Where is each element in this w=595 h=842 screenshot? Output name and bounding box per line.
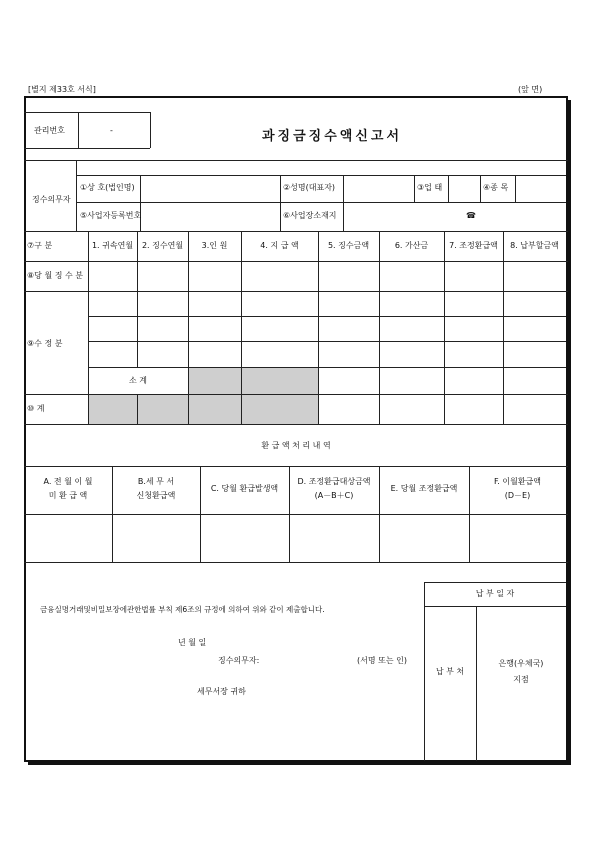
business-address-label: ⑥사업장소재지 (283, 211, 337, 220)
refund-b-line1: B.세 무 서 (137, 477, 175, 486)
trade-name-label: ①상 호(법인명) (80, 183, 135, 192)
row-subtotal: 소 계 (129, 376, 147, 385)
header-attribution-month: 1. 귀속연월 (91, 241, 134, 250)
refund-d-line1: D. 조정환급대상금액 (297, 477, 371, 486)
business-reg-no-label: ⑤사업자등록번호 (80, 211, 142, 220)
obligor-label: 징수의무자 (32, 195, 71, 204)
business-item-label: ④종 목 (483, 183, 509, 192)
row-current-month: ⑧당 월 징 수 분 (27, 271, 83, 280)
management-number-label: 관리번호 (34, 126, 65, 135)
header-payable: 8. 납부할금액 (510, 241, 559, 250)
header-category: ⑦구 분 (27, 241, 53, 250)
header-adjusted-refund: 7. 조정환급액 (449, 241, 498, 250)
refund-f-line2: (D－E) (504, 491, 531, 500)
refund-e: E. 당월 조정환급액 (390, 484, 458, 493)
refund-d-line2: (A－B＋C) (314, 491, 354, 500)
business-type-label: ③업 태 (417, 183, 443, 192)
addressee: 세무서장 귀하 (197, 687, 246, 696)
refund-b-line2: 신청환급액 (136, 491, 176, 500)
payment-date-label: 납 부 일 자 (475, 589, 515, 598)
header-surcharge: 6. 가산금 (394, 241, 429, 250)
header-collection-month: 2. 징수연월 (141, 241, 184, 250)
sign-or-seal[interactable]: (서명 또는 인) (357, 656, 407, 665)
obligor-signature-label: 징수의무자: (218, 656, 260, 665)
phone-icon: ☎ (466, 211, 476, 220)
form-number: [별지 제33호 서식] (28, 85, 96, 94)
management-number-value[interactable]: - (110, 126, 113, 135)
header-collected-amount: 5. 징수금액 (327, 241, 370, 250)
header-payment: 4. 지 급 액 (260, 241, 299, 250)
bank-label: 은행(우체국) (498, 659, 544, 668)
row-total: ⑩ 계 (27, 404, 45, 413)
payment-place-label: 납 부 처 (435, 667, 465, 676)
declaration-statement: 금융실명거래및비밀보장에관한법률 부칙 제6조의 규정에 의하여 위와 같이 제출합니다. (40, 605, 325, 614)
date-line[interactable]: 년 월 일 (178, 638, 207, 647)
page-title: 과징금징수액신고서 (262, 129, 403, 144)
page-side: (앞 면) (518, 85, 543, 94)
branch-label: 지점 (513, 675, 529, 684)
refund-a-line1: A. 전 월 이 월 (43, 477, 93, 486)
row-correction: ⑨수 정 분 (27, 339, 63, 348)
header-headcount: 3.인 원 (201, 241, 228, 250)
refund-f-line1: F. 이월환급액 (493, 477, 542, 486)
refund-a-line2: 미 환 급 액 (48, 491, 88, 500)
refund-title: 환 급 액 처 리 내 역 (261, 441, 331, 450)
refund-c: C. 당월 환급발생액 (210, 484, 279, 493)
representative-label: ②성명(대표자) (283, 183, 336, 192)
